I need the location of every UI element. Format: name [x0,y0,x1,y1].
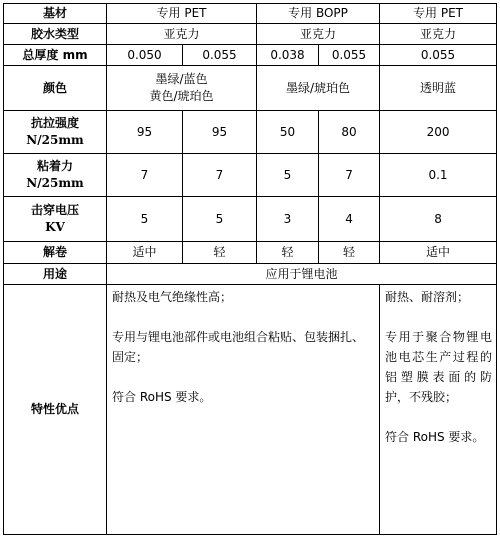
breakdown-value: 3 [257,197,319,242]
color-a-line1: 墨绿/蓝色 [155,72,208,86]
thickness-value: 0.055 [380,45,497,66]
label-unwind: 解卷 [4,242,107,264]
row-substrate [4,4,497,24]
adhesion-value: 7 [107,154,183,197]
row-features [4,285,497,535]
breakdown-value: 5 [107,197,183,242]
header-col-c: 专用 PET [380,4,497,24]
breakdown-value: 5 [183,197,257,242]
usage-value: 应用于锂电池 [107,264,497,285]
unwind-value: 适中 [107,242,183,264]
tensile-value: 50 [257,111,319,154]
color-a-line2: 黄色/琥珀色 [149,89,214,103]
unwind-value: 轻 [319,242,380,264]
tensile-value: 80 [319,111,380,154]
label-usage: 用途 [4,264,107,285]
thickness-value: 0.038 [257,45,319,66]
label-tensile-line2: N/25mm [26,133,84,147]
breakdown-value: 8 [380,197,497,242]
label-adhesion [4,154,107,197]
color-c: 透明蓝 [380,66,497,111]
feature-text: 耐热、耐溶剂； [385,290,470,304]
unwind-value: 适中 [380,242,497,264]
label-tensile-line1: 抗拉强度 [30,116,79,130]
adhesive-b: 亚克力 [257,24,380,45]
row-breakdown [4,197,497,242]
unwind-value: 轻 [257,242,319,264]
label-breakdown-line2: KV [45,220,65,234]
features-left [107,285,380,535]
tensile-value: 95 [107,111,183,154]
adhesion-value: 5 [257,154,319,197]
thickness-value: 0.050 [107,45,183,66]
feature-text: 专用与锂电池部件或电池组合粘贴、包装捆扎、固定； [112,330,365,364]
label-color: 颜色 [4,66,107,111]
color-b: 墨绿/琥珀色 [257,66,380,111]
unwind-value: 轻 [183,242,257,264]
thickness-value: 0.055 [319,45,380,66]
label-breakdown-line1: 击穿电压 [30,203,79,217]
row-color [4,66,497,111]
feature-text: 符合 RoHS 要求。 [385,430,485,444]
label-features: 特性优点 [4,285,107,535]
row-adhesion [4,154,497,197]
label-tensile [4,111,107,154]
label-adhesion-line1: 粘着力 [36,159,73,173]
adhesion-value: 7 [319,154,380,197]
spec-table [3,3,497,535]
feature-text: 符合 RoHS 要求。 [112,390,212,404]
adhesion-value: 7 [183,154,257,197]
feature-text: 专用于聚合物锂电池电芯生产过程的铝塑膜表面的防护，不残胶； [385,330,493,404]
row-usage [4,264,497,285]
header-col-a: 专用 PET [107,4,257,24]
row-thickness [4,45,497,66]
features-right [380,285,497,535]
row-unwind [4,242,497,264]
label-adhesion-line2: N/25mm [26,176,84,190]
feature-text: 耐热及电气绝缘性高； [112,290,233,304]
label-adhesive: 胶水类型 [4,24,107,45]
label-breakdown [4,197,107,242]
color-a [107,66,257,111]
label-thickness: 总厚度 mm [4,45,107,66]
tensile-value: 200 [380,111,497,154]
breakdown-value: 4 [319,197,380,242]
thickness-value: 0.055 [183,45,257,66]
adhesive-c: 亚克力 [380,24,497,45]
adhesion-value: 0.1 [380,154,497,197]
adhesive-a: 亚克力 [107,24,257,45]
header-col-b: 专用 BOPP [257,4,380,24]
tensile-value: 95 [183,111,257,154]
row-tensile [4,111,497,154]
label-substrate: 基材 [4,4,107,24]
row-adhesive [4,24,497,45]
